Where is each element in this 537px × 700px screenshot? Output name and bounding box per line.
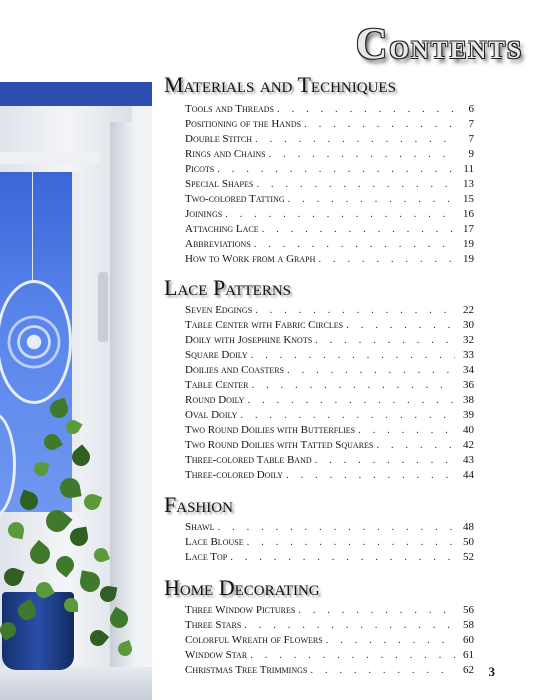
dot-leader: [225, 207, 455, 222]
dot-leader: [251, 348, 455, 363]
section-heading: Home Decorating: [164, 575, 320, 600]
dot-leader: [315, 453, 455, 468]
dot-leader: [250, 648, 455, 663]
dot-leader: [255, 132, 455, 147]
entry-page: 42: [463, 439, 474, 451]
entry-title: Three Stars: [185, 619, 242, 631]
section-heading: Materials and Techniques: [164, 72, 396, 97]
entry-title: Joinings: [185, 208, 223, 220]
entry-page: 39: [463, 409, 474, 421]
entry-page: 43: [463, 454, 474, 466]
entry-title: Shawl: [185, 521, 215, 533]
toc-entry: [185, 303, 474, 318]
title-initial: C: [355, 19, 390, 68]
toc-entry: [185, 453, 474, 468]
entry-page: 40: [463, 424, 474, 436]
toc-entry: [185, 408, 474, 423]
entry-page: 30: [463, 319, 474, 331]
toc-entry: [185, 663, 474, 678]
toc-entry: [185, 393, 474, 408]
dot-leader: [376, 438, 455, 453]
entry-title: Attaching Lace: [185, 223, 259, 235]
entry-page: 34: [463, 364, 474, 376]
entry-page: 36: [463, 379, 474, 391]
title-rest: ontents: [389, 26, 523, 66]
entry-page: 17: [463, 223, 474, 235]
dot-leader: [326, 633, 455, 648]
page-title: [356, 18, 523, 69]
toc-entry: [185, 117, 474, 132]
window-frame-bar: [0, 152, 100, 164]
dot-leader: [298, 603, 455, 618]
entry-title: Round Doily: [185, 394, 245, 406]
entry-title: Rings and Chains: [185, 148, 266, 160]
toc-entry: [185, 468, 474, 483]
entry-page: 22: [463, 304, 474, 316]
section-home-decorating: [164, 575, 474, 678]
entry-title: Special Shapes: [185, 178, 254, 190]
table-of-contents: [164, 72, 474, 678]
section-materials-and-techniques: [164, 72, 474, 267]
entry-title: How to Work from a Graph: [185, 253, 316, 265]
entry-title: Doily with Josephine Knots: [185, 334, 313, 346]
entry-page: 56: [463, 604, 474, 616]
entry-list: [164, 603, 474, 678]
entry-title: Abbreviations: [185, 238, 251, 250]
toc-entry: [185, 102, 474, 117]
dot-leader: [286, 468, 455, 483]
entry-page: 38: [463, 394, 474, 406]
dot-leader: [318, 252, 455, 267]
entry-title: Table Center with Fabric Circles: [185, 319, 344, 331]
entry-title: Three-colored Table Band: [185, 454, 312, 466]
toc-entry: [185, 207, 474, 222]
entry-page: 33: [463, 349, 474, 361]
toc-entry: [185, 222, 474, 237]
toc-entry: [185, 177, 474, 192]
entry-title: Positioning of the Hands: [185, 118, 302, 130]
entry-title: Picots: [185, 163, 215, 175]
entry-title: Two-colored Tatting: [185, 193, 285, 205]
toc-entry: [185, 333, 474, 348]
entry-page: 19: [463, 238, 474, 250]
entry-list: [164, 102, 474, 267]
entry-title: Window Star: [185, 649, 248, 661]
toc-entry: [185, 633, 474, 648]
dot-leader: [255, 303, 455, 318]
toc-entry: [185, 363, 474, 378]
entry-title: Double Stitch: [185, 133, 253, 145]
ivy-leaf: [64, 598, 78, 612]
entry-page: 62: [463, 664, 474, 676]
entry-title: Tools and Threads: [185, 103, 274, 115]
entry-title: Christmas Tree Trimmings: [185, 664, 308, 676]
entry-page: 61: [463, 649, 474, 661]
entry-page: 13: [463, 178, 474, 190]
toc-entry: [185, 423, 474, 438]
toc-entry: [185, 132, 474, 147]
dot-leader: [269, 147, 455, 162]
toc-entry: [185, 147, 474, 162]
toc-entry: [185, 192, 474, 207]
entry-title: Doilies and Coasters: [185, 364, 285, 376]
entry-page: 6: [468, 103, 474, 115]
entry-page: 60: [463, 634, 474, 646]
entry-title: Three Window Pictures: [185, 604, 296, 616]
entry-page: 58: [463, 619, 474, 631]
toc-entry: [185, 348, 474, 363]
entry-title: Square Doily: [185, 349, 248, 361]
entry-title: Colorful Wreath of Flowers: [185, 634, 323, 646]
dot-leader: [346, 318, 455, 333]
wall-strip: [0, 82, 152, 106]
toc-entry: [185, 237, 474, 252]
entry-page: 15: [463, 193, 474, 205]
entry-title: Three-colored Doily: [185, 469, 284, 481]
dot-leader: [247, 535, 455, 550]
dot-leader: [310, 663, 455, 678]
section-fashion: [164, 492, 474, 565]
toc-entry: [185, 252, 474, 267]
dot-leader: [262, 222, 455, 237]
toc-entry: [185, 162, 474, 177]
entry-page: 19: [463, 253, 474, 265]
page-number: 3: [488, 664, 495, 679]
entry-page: 44: [463, 469, 474, 481]
section-heading: Fashion: [164, 492, 233, 517]
doily-string: [32, 172, 33, 282]
dot-leader: [247, 393, 455, 408]
entry-title: Two Round Doilies with Butterflies: [185, 424, 356, 436]
entry-page: 52: [463, 551, 474, 563]
dot-leader: [217, 162, 455, 177]
entry-page: 32: [463, 334, 474, 346]
entry-title: Lace Top: [185, 551, 228, 563]
dot-leader: [304, 117, 455, 132]
entry-title: Oval Doily: [185, 409, 238, 421]
entry-title: Lace Blouse: [185, 536, 244, 548]
toc-entry: [185, 535, 474, 550]
entry-list: [164, 303, 474, 483]
entry-page: 7: [468, 118, 474, 130]
section-lace-patterns: [164, 275, 474, 483]
dot-leader: [315, 333, 455, 348]
toc-entry: [185, 550, 474, 565]
dot-leader: [251, 378, 455, 393]
dot-leader: [287, 363, 455, 378]
entry-title: Seven Edgings: [185, 304, 253, 316]
entry-page: 50: [463, 536, 474, 548]
toc-entry: [185, 648, 474, 663]
dot-leader: [244, 618, 455, 633]
entry-page: 16: [463, 208, 474, 220]
entry-page: 48: [463, 521, 474, 533]
dot-leader: [230, 550, 455, 565]
entry-title: Two Round Doilies with Tatted Squares: [185, 439, 374, 451]
window-ivy-photo: [0, 82, 152, 700]
dot-leader: [358, 423, 455, 438]
dot-leader: [277, 102, 455, 117]
dot-leader: [288, 192, 455, 207]
dot-leader: [240, 408, 455, 423]
entry-page: 7: [468, 133, 474, 145]
toc-entry: [185, 378, 474, 393]
window-hinge: [98, 272, 108, 342]
entry-list: [164, 520, 474, 565]
toc-entry: [185, 618, 474, 633]
toc-entry: [185, 603, 474, 618]
toc-entry: [185, 520, 474, 535]
toc-entry: [185, 438, 474, 453]
dot-leader: [256, 177, 455, 192]
dot-leader: [217, 520, 455, 535]
entry-page: 9: [468, 148, 474, 160]
entry-page: 11: [463, 163, 474, 175]
dot-leader: [254, 237, 455, 252]
entry-title: Table Center: [185, 379, 249, 391]
section-heading: Lace Patterns: [164, 275, 292, 300]
window-sill: [0, 667, 152, 700]
toc-entry: [185, 318, 474, 333]
